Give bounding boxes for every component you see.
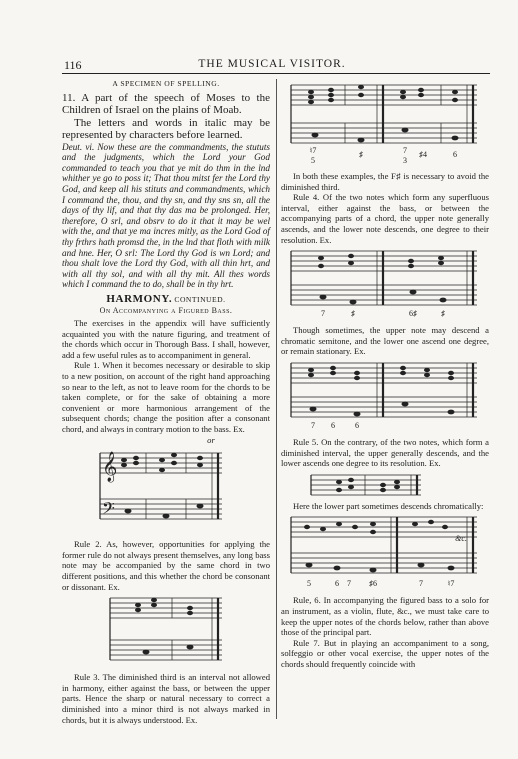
figure-11: ♯	[441, 309, 445, 319]
rule-5: Rule 5. On the contrary, of the two notes, which form a diminished interval, the upper generally descends, and the lower ascends one degree to its resolution. Ex.	[281, 436, 489, 469]
spelling-para-1: 11. A part of the speech of Moses to the Children of Israel on the plains of Moab.	[62, 91, 270, 117]
music-example-rule-3	[281, 79, 489, 171]
chromatic-note: Though sometimes, the upper note may descend a chromatic semitone, and the lower one ascend one degree, or remain stationary. Ex.	[281, 325, 489, 357]
left-column	[62, 79, 270, 725]
figure-19: 7	[419, 579, 423, 589]
figured-bass-title: On Accompanying a Figured Bass.	[99, 305, 233, 315]
figure-3: ♯	[359, 150, 363, 159]
column-divider	[276, 79, 277, 719]
figure-12: 7	[311, 420, 315, 430]
figure-9: ♯	[351, 309, 355, 319]
figure-5: 3	[403, 156, 407, 165]
figure-16: 6	[335, 579, 339, 589]
treble-clef-icon: 𝄞	[102, 452, 118, 483]
spelling-para-3: Deut. vi. Now these are the commandments, the stututs and the judgments, which the Lord your God commanded to teach you that ye mit do thm in the lnd whither ye go to poss it; That thou mitst fer the Lord thy God, and keep all his stituts and commandments, which I command the, thou, and thy sn, and thy sns sn, all the days of thy lif, and that thy das ma be prolonged. Her, therefore, O srl, and obsrv to do it that it may be wel with the, and that ye ma incres mitly, as the Lord God of thy frthrs hath promsd the, in the lnd that floth with milk and hne. Her, O srl: The Lord thy God is wn Lord; and thou shalt love the Lord thy God, with all thin hrt, and with all thy sol, and with all thy mit. All thes words which I command the to do, shall be in thy hrt.	[62, 141, 270, 290]
rule-3: Rule 3. The diminished third is an interval not allowed in harmony, either against the bass, or between the upper parts. Hence the sharp or natural necessary to correct a diminished into a minor third is not always marked in chords, but it is always understood. Ex.	[62, 672, 270, 725]
music-example-rule-1	[62, 445, 270, 539]
etc-label: &c.	[455, 534, 467, 544]
music-example-rule-4	[281, 245, 489, 325]
figure-4: 7	[403, 146, 407, 155]
running-title: THE MUSICAL VISITOR.	[198, 58, 346, 70]
harmony-continued: CONTINUED.	[174, 294, 226, 304]
figure-1: ♮7	[309, 146, 317, 155]
bass-staff	[100, 499, 222, 519]
rule-7: Rule 7. But in playing an accompaniment to a song, solfeggio or other vocal exercise, the upper notes of the chords should frequently coincide with	[281, 637, 489, 669]
or-label: or	[207, 434, 215, 445]
figure-13: 6	[331, 420, 335, 430]
figure-15: 5	[307, 579, 311, 589]
harmony-heading	[62, 294, 270, 306]
music-example-chromatic	[281, 357, 489, 437]
music-example-rule-2	[62, 592, 270, 672]
figure-2: 5	[311, 156, 315, 165]
rule-2: Rule 2. As, however, opportunities for applying the former rule do not always present themselves, any long bass note may be accompanied by the same chord in two different positions, and this whether the chord be consonant or dissonant. Ex.	[62, 539, 270, 592]
rule-1: Rule 1. When it becomes necessary or desirable to skip to a new position, on account of the right hand approaching so near to the left, as not to leave room for the chords to be taken complete, or for the sake of obtaining a more convenient or more harmonious arrangement of the subsequent chords; change the position after a consonant chord, and always in contrary motion to the bass. Ex.	[62, 360, 270, 435]
rule-6: Rule, 6. In accompanying the figured bass to a solo for an instrument, as a violin, flute, &c., we must take care to keep the upper notes of the chords below, rather than above those of the principal part.	[281, 595, 489, 638]
harmony-title: HARMONY.	[106, 292, 173, 305]
figure-20: ♮7	[447, 579, 455, 589]
figure-8: 7	[321, 309, 325, 319]
spelling-heading: A SPECIMEN OF SPELLING.	[112, 79, 220, 88]
figure-6: ♯4	[419, 150, 427, 159]
spelling-para-2: The letters and words in italic may be represented by characters before learned.	[62, 116, 270, 142]
music-example-rule-5	[281, 469, 489, 501]
rule-4: Rule 4. Of the two notes which form any superfluous interval, either against the bass, or between the accompanying parts of a chord, the upper note generally ascends, and the lower note descends, one degree to their resolution. Ex.	[281, 192, 489, 245]
right-column	[281, 79, 489, 669]
header-rule	[62, 73, 490, 74]
figure-17: 7	[347, 579, 351, 589]
music-example-chromatic-descent	[281, 511, 489, 595]
intro-paragraph: The exercises in the appendix will have sufficiently acquainted you with the nature figuring, and treatment of the chords which occur in Thorough Bass. I shall, however, add a few useful rules as to accompaniment in general.	[62, 318, 270, 360]
figure-7: 6	[453, 150, 457, 159]
figure-18: ♯6	[369, 579, 377, 589]
figure-10: 6♯	[409, 309, 417, 319]
rule-3-note: In both these examples, the F♯ is necessary to avoid the diminished third.	[281, 171, 489, 192]
figure-14: 6	[355, 420, 359, 430]
running-header	[56, 58, 488, 72]
page-number: 116	[64, 58, 82, 72]
chromatic-descent-note: Here the lower part sometimes descends chromatically:	[293, 500, 484, 511]
bass-clef-icon: 𝄢	[102, 498, 115, 523]
